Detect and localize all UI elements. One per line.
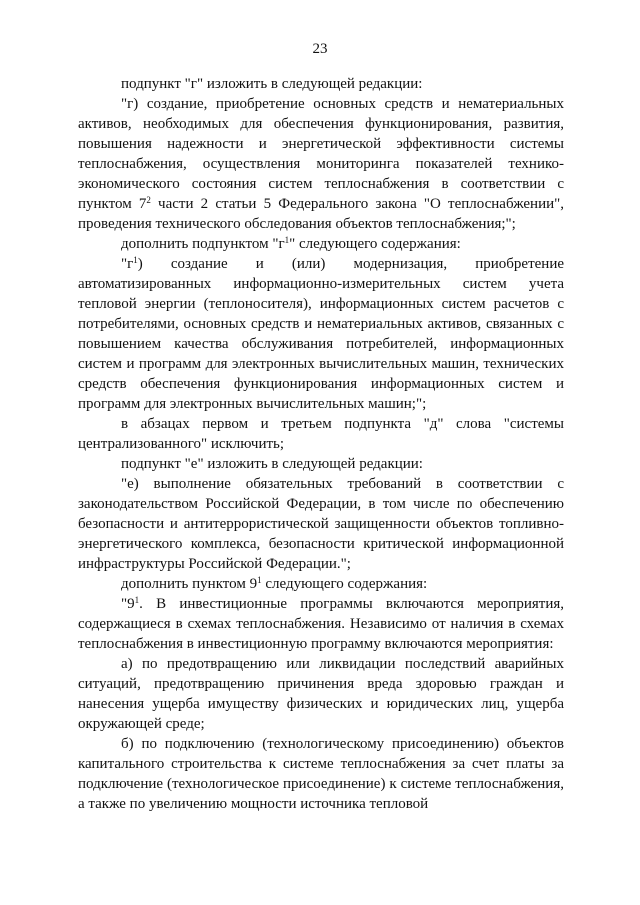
text-run: " следующего содержания: bbox=[289, 236, 461, 252]
text-run: "г) создание, приобретение основных средств и нематериальных активов, необходимых для обеспечения функционирования, развития, повышения надежности и энергетической эффективности системы теплоснабжения, осуществления мониторинга показателей технико-экономического состояния систем теплоснабжения в соответствии с пунктом 7 bbox=[78, 96, 564, 212]
paragraph-p7 bbox=[78, 474, 564, 574]
paragraph-p6 bbox=[78, 454, 564, 474]
text-run: части 2 статьи 5 Федерального закона "О теплоснабжении", проведения технического обследования объектов теплоснабжения;"; bbox=[78, 196, 565, 232]
superscript: 1 bbox=[134, 595, 140, 605]
text-run: подпункт "г" изложить в следующей редакции: bbox=[121, 76, 423, 92]
superscript: 1 bbox=[257, 575, 262, 585]
text-run: б) по подключению (технологическому присоединению) объектов капитального строительства к системе теплоснабжения за счет платы за подключение (технологическое присоединение) к системе теплоснабжения, а также по увеличению мощности источника тепловой bbox=[78, 736, 564, 812]
text-run: "9 bbox=[121, 596, 135, 612]
page-number: 23 bbox=[312, 41, 328, 57]
text-run: дополнить подпунктом "г bbox=[121, 236, 285, 252]
text-run: следующего содержания: bbox=[261, 576, 428, 592]
text-run: "г bbox=[121, 256, 134, 272]
paragraph-p5 bbox=[78, 414, 564, 454]
paragraph-p9 bbox=[78, 594, 564, 654]
paragraph-p2 bbox=[78, 94, 564, 234]
paragraph-p8 bbox=[78, 574, 564, 594]
paragraph-p3 bbox=[78, 234, 564, 254]
text-run: а) по предотвращению или ликвидации последствий аварийных ситуаций, предотвращению причинения вреда здоровью граждан и нанесения ущерба имуществу физических и юридических лиц, ущерба окружающей среде; bbox=[78, 656, 564, 732]
text-run: в абзацах первом и третьем подпункта "д" слова "системы централизованного" исключить; bbox=[78, 416, 564, 452]
paragraph-p1 bbox=[78, 74, 564, 94]
paragraph-p11 bbox=[78, 734, 564, 814]
text-run: . В инвестиционные программы включаются мероприятия, содержащиеся в схемах теплоснабжения. Независимо от наличия в схемах теплоснабжения в инвестиционную программу включаются мероприятия: bbox=[78, 596, 564, 652]
superscript: 1 bbox=[133, 255, 138, 265]
text-run: дополнить пунктом 9 bbox=[121, 576, 258, 592]
paragraph-p10 bbox=[78, 654, 564, 734]
paragraph-p4 bbox=[78, 254, 564, 414]
document-body bbox=[78, 74, 564, 814]
text-run: подпункт "е" изложить в следующей редакции: bbox=[121, 456, 423, 472]
text-run: "е) выполнение обязательных требований в соответствии с законодательством Российской Федерации, в том числе по обеспечению безопасности и антитеррористической защищенности объектов топливно-энергетического комплекса, безопасности критической информационной инфраструктуры Российской Федерации."; bbox=[78, 476, 564, 572]
superscript: 2 bbox=[146, 195, 151, 205]
text-run: ) создание и (или) модернизация, приобретение автоматизированных информационно-измерительных систем учета тепловой энергии (теплоносителя), информационных систем расчетов с потребителями, основных средств и нематериальных активов, связанных с повышением качества обслуживания потребителей, информационных систем и программ для электронных вычислительных машин, технических средств обеспечения функционирования информационных систем и программ для электронных вычислительных машин;"; bbox=[78, 256, 564, 412]
superscript: 1 bbox=[284, 235, 290, 245]
